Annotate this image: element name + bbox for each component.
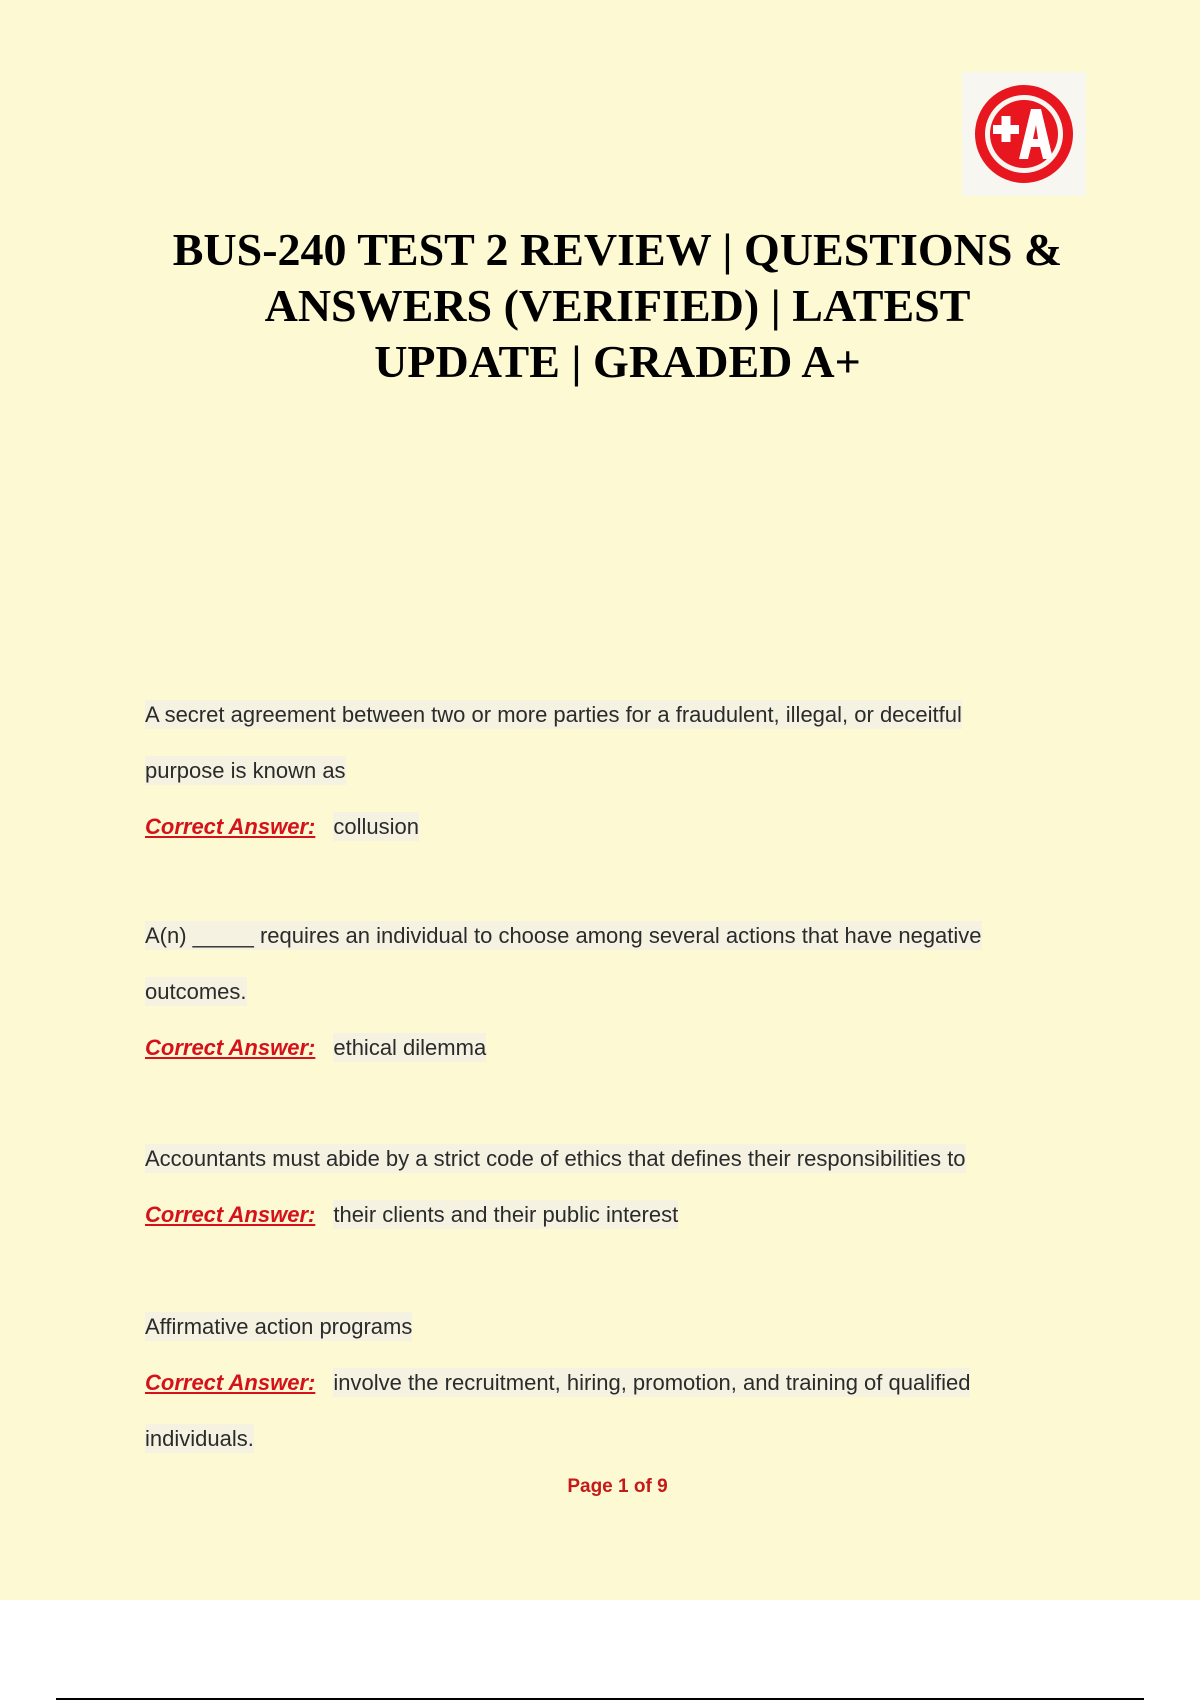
answer-text: ethical dilemma	[333, 1035, 487, 1060]
answer-text: their clients and their public interest	[333, 1202, 679, 1227]
correct-answer-label: Correct Answer:	[145, 814, 316, 839]
correct-answer-label: Correct Answer:	[145, 1035, 316, 1060]
qa-item	[145, 908, 1075, 1076]
answer-text: individuals.	[145, 1426, 254, 1451]
page-number: Page 1 of 9	[567, 1476, 668, 1497]
title-line: UPDATE | GRADED A+	[374, 336, 861, 387]
question-line: A secret agreement between two or more parties for a fraudulent, illegal, or deceitful	[145, 702, 962, 727]
title-line: BUS-240 TEST 2 REVIEW | QUESTIONS &	[172, 224, 1063, 275]
document-title	[100, 222, 1135, 390]
answer-line	[145, 1411, 1075, 1467]
question-line: Affirmative action programs	[145, 1314, 413, 1339]
question-line: outcomes.	[145, 979, 247, 1004]
answer-line	[145, 799, 1075, 855]
correct-answer-label: Correct Answer:	[145, 1202, 316, 1227]
question-line: Accountants must abide by a strict code of ethics that defines their responsibilities to	[145, 1146, 966, 1171]
answer-line	[145, 1187, 1075, 1243]
question-line: A(n) _____ requires an individual to choose among several actions that have negative	[145, 923, 982, 948]
question-line: purpose is known as	[145, 758, 346, 783]
qa-item	[145, 1299, 1075, 1467]
answer-line	[145, 1020, 1075, 1076]
qa-item	[145, 687, 1075, 855]
answer-line	[145, 1355, 1075, 1411]
title-line: ANSWERS (VERIFIED) | LATEST	[264, 280, 971, 331]
grade-logo	[962, 72, 1086, 196]
plus-a-grade-logo-icon	[971, 81, 1077, 187]
correct-answer-label: Correct Answer:	[145, 1370, 316, 1395]
qa-item	[145, 1131, 1075, 1243]
answer-text: collusion	[333, 814, 419, 839]
answer-text: involve the recruitment, hiring, promotion, and training of qualified	[333, 1370, 971, 1395]
